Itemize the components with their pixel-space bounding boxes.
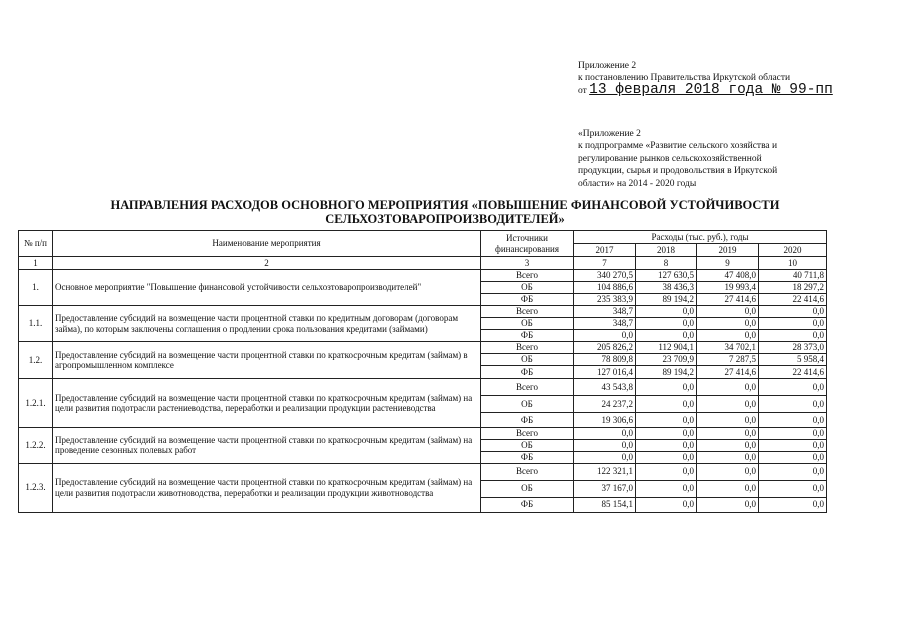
funding-source: ФБ [481, 452, 574, 464]
table-row [19, 428, 827, 440]
expense-value: 0,0 [697, 452, 759, 464]
expense-value: 0,0 [697, 463, 759, 480]
expense-value: 0,0 [636, 318, 697, 330]
expense-value: 0,0 [759, 330, 827, 342]
expense-value: 0,0 [759, 396, 827, 413]
table-body [19, 270, 827, 513]
expense-value: 0,0 [574, 428, 636, 440]
expense-value: 85 154,1 [574, 497, 636, 512]
expense-value: 127 630,5 [636, 270, 697, 282]
column-number: 9 [697, 257, 759, 270]
expenses-table [18, 230, 827, 513]
funding-source: Всего [481, 342, 574, 354]
expense-value: 37 167,0 [574, 480, 636, 497]
expense-value: 22 414,6 [759, 294, 827, 306]
expense-value: 27 414,6 [697, 294, 759, 306]
expense-value: 89 194,2 [636, 294, 697, 306]
expense-value: 0,0 [697, 480, 759, 497]
expense-value: 19 993,4 [697, 282, 759, 294]
measure-name: Предоставление субсидий на возмещение части процентной ставки по краткосрочным кредитам (займам) в агропромышленном комплексе [53, 342, 481, 379]
subprogram-annex-line: регулирование рынков сельскохозяйственной [578, 153, 762, 164]
title-line-1: НАПРАВЛЕНИЯ РАСХОДОВ ОСНОВНОГО МЕРОПРИЯТИЯ «ПОВЫШЕНИЕ ФИНАНСОВОЙ УСТОЙЧИВОСТИ [110, 198, 780, 212]
expense-value: 0,0 [574, 440, 636, 452]
expense-value: 0,0 [759, 306, 827, 318]
expense-value: 0,0 [759, 318, 827, 330]
funding-source: ФБ [481, 497, 574, 512]
funding-source: ОБ [481, 318, 574, 330]
expense-value: 0,0 [697, 318, 759, 330]
expense-value: 0,0 [697, 330, 759, 342]
table-row [19, 270, 827, 282]
expense-value: 27 414,6 [697, 366, 759, 379]
row-number: 1.2.3. [19, 463, 53, 512]
row-number: 1.2. [19, 342, 53, 379]
expense-value: 24 237,2 [574, 396, 636, 413]
column-number: 3 [481, 257, 574, 270]
funding-source: ФБ [481, 366, 574, 379]
expense-value: 0,0 [697, 306, 759, 318]
expense-value: 22 414,6 [759, 366, 827, 379]
expense-value: 0,0 [636, 440, 697, 452]
column-number: 8 [636, 257, 697, 270]
measure-name: Предоставление субсидий на возмещение части процентной ставки по краткосрочным кредитам (займам) на цели развития подотрасли животноводства, переработки и реализации продукции животноводства [53, 463, 481, 512]
expense-value: 340 270,5 [574, 270, 636, 282]
expense-value: 0,0 [636, 379, 697, 396]
header-source: Источники финансирования [481, 231, 574, 257]
expense-value: 0,0 [759, 413, 827, 428]
annex-date-stamp: 13 февраля 2018 года № 99-пп [589, 82, 833, 98]
header-name: Наименование мероприятия [53, 231, 481, 257]
expense-value: 0,0 [636, 306, 697, 318]
funding-source: Всего [481, 463, 574, 480]
expense-value: 0,0 [759, 463, 827, 480]
measure-name: Основное мероприятие "Повышение финансовой устойчивости сельхозтоваропроизводителей" [53, 270, 481, 306]
expense-value: 0,0 [636, 463, 697, 480]
header-row-top [19, 231, 827, 244]
expense-value: 0,0 [636, 480, 697, 497]
expense-value: 43 543,8 [574, 379, 636, 396]
table-row [19, 379, 827, 396]
expense-value: 122 321,1 [574, 463, 636, 480]
header-num: № п/п [19, 231, 53, 257]
title-line-2: СЕЛЬХОЗТОВАРОПРОИЗВОДИТЕЛЕЙ» [325, 212, 565, 226]
column-number-row [19, 257, 827, 270]
funding-source: ОБ [481, 396, 574, 413]
header-expenses: Расходы (тыс. руб.), годы [574, 231, 827, 244]
expense-value: 34 702,1 [697, 342, 759, 354]
subprogram-annex-line: области» на 2014 - 2020 годы [578, 178, 697, 189]
annex-header [578, 60, 878, 97]
expense-value: 0,0 [636, 396, 697, 413]
subprogram-annex-line: «Приложение 2 [578, 129, 641, 139]
funding-source: Всего [481, 306, 574, 318]
row-number: 1.2.1. [19, 379, 53, 428]
expense-value: 0,0 [636, 330, 697, 342]
header-year: 2020 [759, 244, 827, 257]
funding-source: ОБ [481, 282, 574, 294]
expense-value: 78 809,8 [574, 354, 636, 366]
expense-value: 0,0 [636, 413, 697, 428]
funding-source: ОБ [481, 480, 574, 497]
expense-value: 40 711,8 [759, 270, 827, 282]
expense-value: 38 436,3 [636, 282, 697, 294]
expense-value: 0,0 [697, 497, 759, 512]
expense-value: 0,0 [759, 379, 827, 396]
expense-value: 0,0 [697, 440, 759, 452]
expense-value: 348,7 [574, 318, 636, 330]
column-number: 7 [574, 257, 636, 270]
measure-name: Предоставление субсидий на возмещение части процентной ставки по кредитным договорам (договорам займа), по которым заключены соглашения о продлении срока пользования кредитами (займами) [53, 306, 481, 342]
expense-value: 104 886,6 [574, 282, 636, 294]
expense-value: 19 306,6 [574, 413, 636, 428]
table-row [19, 306, 827, 318]
expense-value: 0,0 [574, 452, 636, 464]
expense-value: 0,0 [636, 452, 697, 464]
funding-source: Всего [481, 379, 574, 396]
column-number: 1 [19, 257, 53, 270]
row-number: 1.2.2. [19, 428, 53, 464]
document-title [100, 198, 790, 226]
subprogram-annex-line: продукции, сырья и продовольствия в Иркутской [578, 166, 778, 177]
column-number: 2 [53, 257, 481, 270]
funding-source: ФБ [481, 330, 574, 342]
expense-value: 0,0 [697, 379, 759, 396]
expense-value: 127 016,4 [574, 366, 636, 379]
column-number: 10 [759, 257, 827, 270]
annex-from: от [578, 86, 587, 96]
expense-value: 0,0 [636, 428, 697, 440]
expense-value: 7 287,5 [697, 354, 759, 366]
funding-source: Всего [481, 428, 574, 440]
subprogram-annex [578, 128, 828, 190]
header-year: 2019 [697, 244, 759, 257]
expense-value: 18 297,2 [759, 282, 827, 294]
expense-value: 0,0 [759, 440, 827, 452]
funding-source: Всего [481, 270, 574, 282]
expense-value: 0,0 [636, 497, 697, 512]
expense-value: 348,7 [574, 306, 636, 318]
funding-source: ОБ [481, 440, 574, 452]
expense-value: 0,0 [697, 413, 759, 428]
header-year: 2018 [636, 244, 697, 257]
measure-name: Предоставление субсидий на возмещение части процентной ставки по краткосрочным кредитам (займам) на цели развития подотрасли растениеводства, переработки и реализации продукции растениеводства [53, 379, 481, 428]
expense-value: 0,0 [759, 428, 827, 440]
header-year: 2017 [574, 244, 636, 257]
row-number: 1. [19, 270, 53, 306]
expense-value: 89 194,2 [636, 366, 697, 379]
expense-value: 5 958,4 [759, 354, 827, 366]
expense-value: 0,0 [574, 330, 636, 342]
funding-source: ФБ [481, 294, 574, 306]
annex-line-2: к постановлению Правительства Иркутской области [578, 73, 791, 83]
funding-source: ФБ [481, 413, 574, 428]
expense-value: 112 904,1 [636, 342, 697, 354]
expense-value: 205 826,2 [574, 342, 636, 354]
expense-value: 0,0 [759, 497, 827, 512]
measure-name: Предоставление субсидий на возмещение части процентной ставки по краткосрочным кредитам (займам) на проведение сезонных полевых работ [53, 428, 481, 464]
subprogram-annex-line: к подпрограмме «Развитие сельского хозяйства и [578, 141, 778, 152]
row-number: 1.1. [19, 306, 53, 342]
expense-value: 28 373,0 [759, 342, 827, 354]
expense-value: 235 383,9 [574, 294, 636, 306]
annex-date-line [578, 84, 878, 97]
expense-value: 47 408,0 [697, 270, 759, 282]
table-row [19, 463, 827, 480]
table-row [19, 342, 827, 354]
expense-value: 23 709,9 [636, 354, 697, 366]
expense-value: 0,0 [697, 396, 759, 413]
funding-source: ОБ [481, 354, 574, 366]
annex-line-1: Приложение 2 [578, 61, 637, 71]
expense-value: 0,0 [759, 480, 827, 497]
expense-value: 0,0 [697, 428, 759, 440]
expense-value: 0,0 [759, 452, 827, 464]
